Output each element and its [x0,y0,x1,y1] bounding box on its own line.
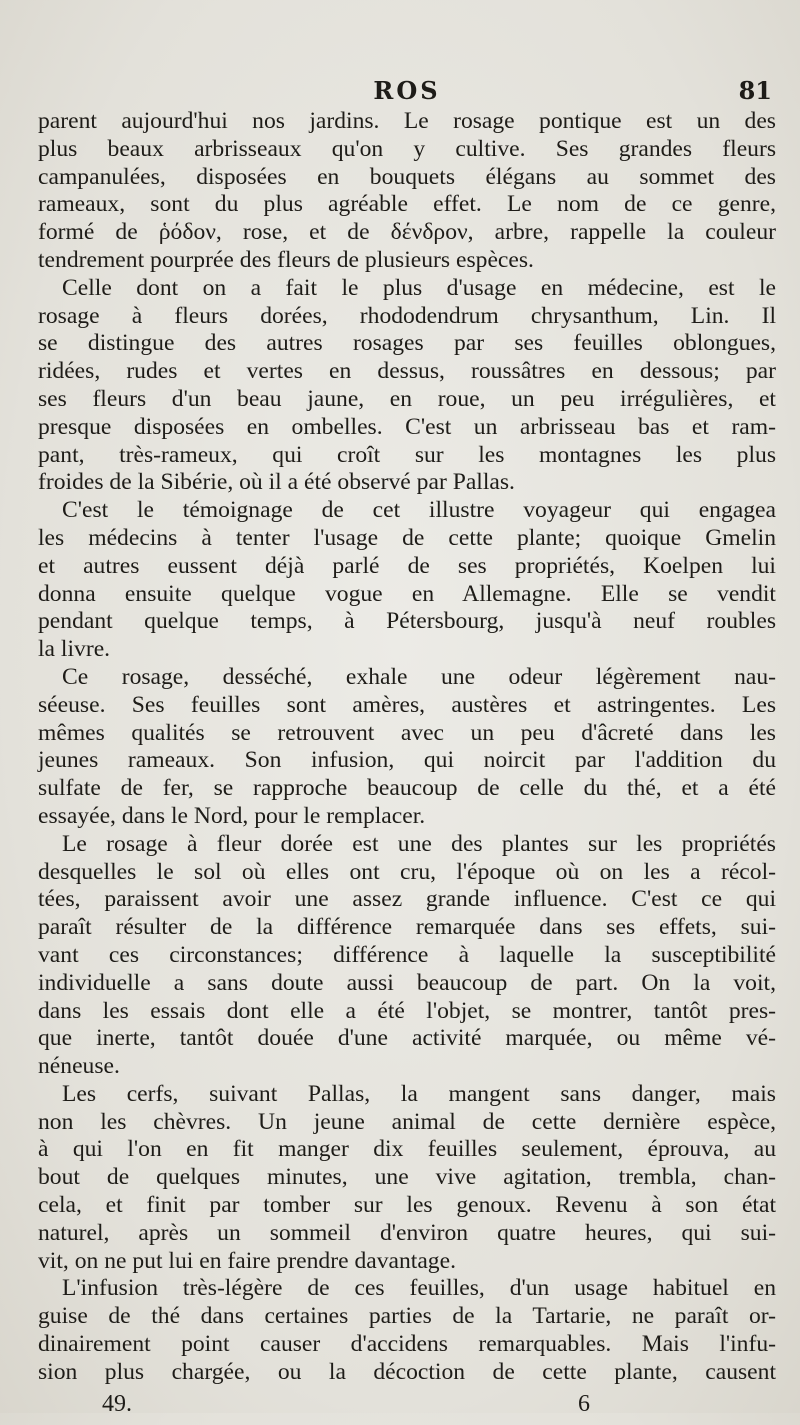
text-line: parent aujourd'hui nos jardins. Le rosage pontique est un des [38,108,776,134]
text-line: sulfate de fer, se rapproche beaucoup de celle du thé, et a été [38,775,776,802]
text-line: froides de la Sibérie, où il a été observé par Pallas. [38,469,515,496]
text-line: campanulées, disposées en bouquets élégans au sommet des [38,163,776,190]
text-line: tendrement pourprée des fleurs de plusieurs espèces. [38,246,534,273]
text-line: les médecins à tenter l'usage de cette plante; quoique Gmelin [38,524,776,551]
text-line: plus beaux arbrisseaux qu'on y cultive. Ses grandes fleurs [38,135,776,162]
text-line: Les cerfs, suivant Pallas, la mangent sans danger, mais [62,1080,776,1107]
text-line: sion plus chargée, ou la décoction de cette plante, causent [38,1358,776,1385]
paragraph [38,275,776,497]
text-line: ridées, rudes et vertes en dessus, roussâtres en dessous; par [38,358,776,385]
paragraph [38,831,776,1081]
running-head [38,70,776,108]
text-line: non les chèvres. Un jeune animal de cette dernière espèce, [38,1108,776,1135]
signature-right: 6 [578,1390,590,1417]
text-line: pant, très-rameux, qui croît sur les montagnes les plus [38,441,776,468]
text-line: Le rosage à fleur dorée est une des plantes sur les propriétés [62,830,776,857]
paragraph [38,497,776,664]
text-line: C'est le témoignage de cet illustre voyageur qui engagea [62,497,776,524]
text-line: naturel, après un sommeil d'environ quatre heures, qui sui- [38,1219,776,1246]
text-line: desquelles le sol où elles ont cru, l'époque où on les a récol- [38,858,776,885]
running-title: ROS [373,76,441,105]
text-line: la livre. [38,636,111,663]
text-line: ses fleurs d'un beau jaune, en roue, un peu irrégulières, et [38,385,776,412]
body-text [38,108,776,1387]
text-line: paraît résulter de la différence remarquée dans ses effets, sui- [38,914,776,941]
text-line: formé de ῥόδον, rose, et de δένδρον, arbre, rappelle la couleur [38,219,776,246]
text-line: tées, paraissent avoir une assez grande influence. C'est ce qui [38,886,776,913]
text-line: essayée, dans le Nord, pour le remplacer. [38,802,426,829]
text-line: séeuse. Ses feuilles sont amères, austères et astringentes. Les [38,691,776,718]
text-line: que inerte, tantôt douée d'une activité marquée, ou même vé- [38,1025,776,1052]
text-line: néneuse. [38,1053,120,1080]
signature-marks [38,1391,776,1425]
text-line: donna ensuite quelque vogue en Allemagne. Elle se vendit [38,580,776,607]
text-line: jeunes rameaux. Son infusion, qui noircit par l'addition du [38,747,776,774]
signature-left: 49. [102,1390,132,1417]
paragraph [38,1275,776,1386]
page-number: 81 [738,76,772,105]
book-page [38,70,776,1425]
text-line: bout de quelques minutes, une vive agitation, trembla, chan- [38,1164,776,1191]
text-line: dans les essais dont elle a été l'objet, se montrer, tantôt pres- [38,997,776,1024]
text-line: dinairement point causer d'accidens remarquables. Mais l'infu- [38,1331,776,1358]
text-line: se distingue des autres rosages par ses feuilles oblongues, [38,330,776,357]
text-line: mêmes qualités se retrouvent avec un peu d'âcreté dans les [38,719,776,746]
text-line: vant ces circonstances; différence à laquelle la susceptibilité [38,941,776,968]
text-line: Celle dont on a fait le plus d'usage en médecine, est le [62,274,776,301]
text-line: et autres eussent déjà parlé de ses propriétés, Koelpen lui [38,552,776,579]
text-line: vit, on ne put lui en faire prendre davantage. [38,1247,456,1274]
text-line: rameaux, sont du plus agréable effet. Le nom de ce genre, [38,191,776,218]
text-line: guise de thé dans certaines parties de la Tartarie, ne paraît or- [38,1303,776,1330]
text-line: rosage à fleurs dorées, rhododendrum chrysanthum, Lin. Il [38,302,776,329]
text-line: pendant quelque temps, à Pétersbourg, jusqu'à neuf roubles [38,608,776,635]
text-line: individuelle a sans doute aussi beaucoup de part. On la voit, [38,969,776,996]
text-line: Ce rosage, desséché, exhale une odeur légèrement nau- [62,663,776,690]
text-line: L'infusion très-légère de ces feuilles, d'un usage habituel en [62,1275,776,1302]
paragraph [38,664,776,831]
text-line: presque disposées en ombelles. C'est un arbrisseau bas et ram- [38,413,776,440]
paragraph [38,1081,776,1276]
text-line: à qui l'on en fit manger dix feuilles seulement, éprouva, au [38,1136,776,1163]
text-line: cela, et finit par tomber sur les genoux. Revenu à son état [38,1192,776,1219]
paragraph [38,108,776,275]
